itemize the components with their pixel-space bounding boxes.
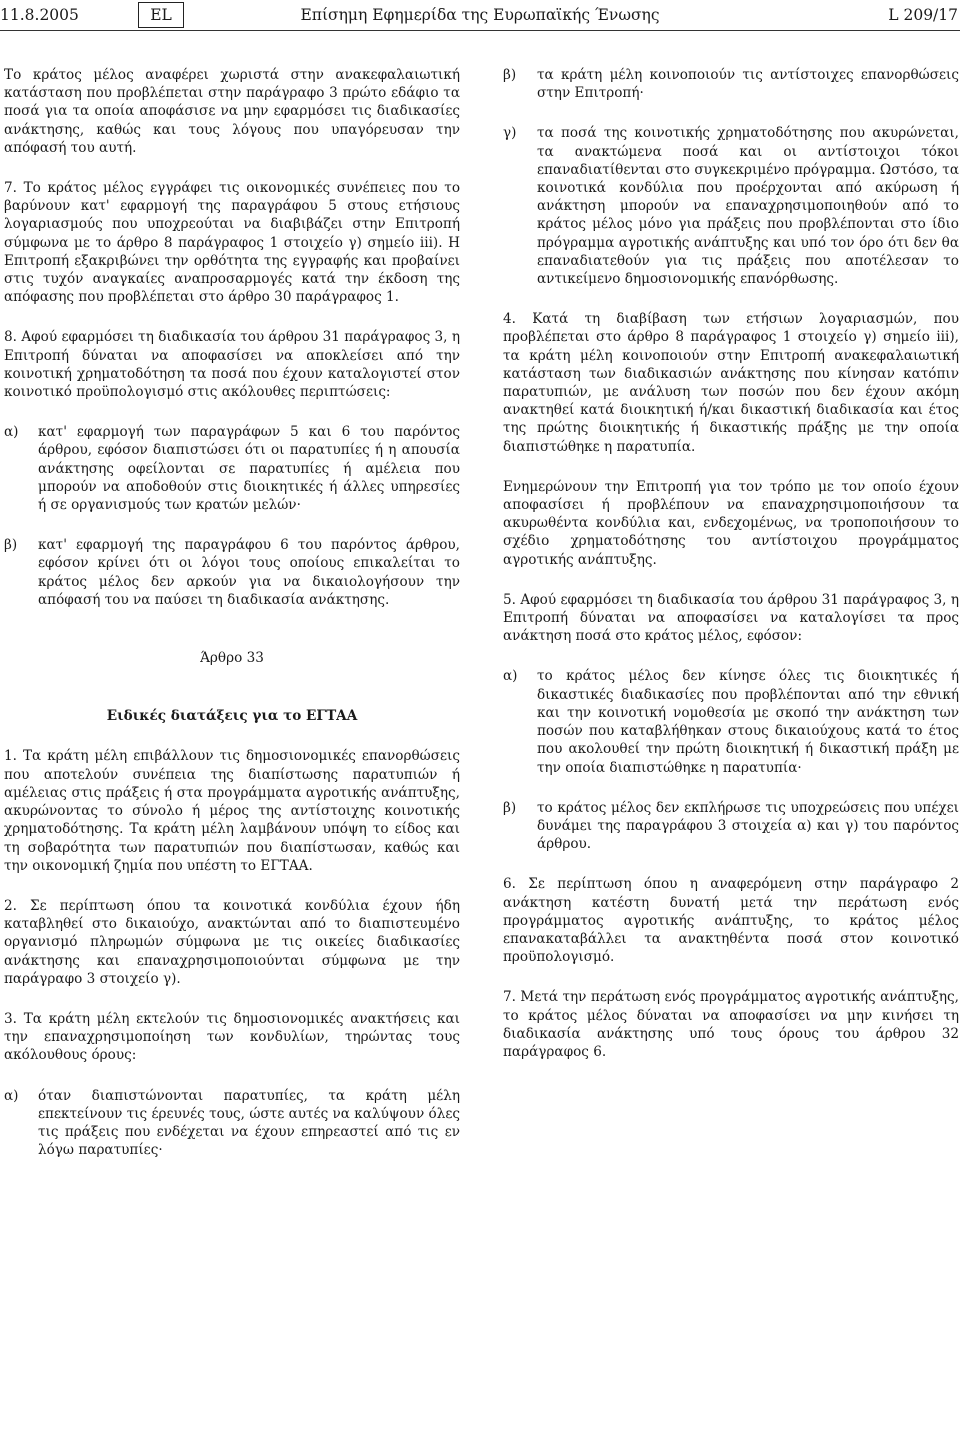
header-rule [0,30,960,31]
item-marker: β) [503,67,517,83]
item-text: όταν διαπιστώνονται παρατυπίες, τα κράτη μέλη επεκτείνουν τις έρευνές τους, ώστε αυτές να καλύψουν όλες τις πράξεις που ενδέχεται να έχουν επηρεαστεί από τις εν λόγω παρατυπίες· [38,1087,460,1159]
paragraph-1: 1. Τα κράτη μέλη επιβάλλουν τις δημοσιονομικές επανορθώσεις που αποτελούν συνέπεια της διαπίστωσης παρατυπιών ή αμέλειας στις πράξεις ή στα προγράμματα αγροτικής ανάπτυξης, ακυρώνοντας το σύνολο ή μέρος της αντίστοιχης κοινοτικής χρηματοδότησης. Τα κράτη μέλη λαμβάνουν υπόψη το είδος και τη σοβαρότητα των παρατυπιών που διαπίστωσαν, καθώς και την οικονομική ζημία που υπέστη το ΕΓΤΑΑ. [4,748,460,874]
paragraph-8: 8. Αφού εφαρμόσει τη διαδικασία του άρθρου 31 παράγραφος 3, η Επιτροπή δύναται να αποφασίσει να αποκλείσει από την κοινοτική χρηματοδότηση τα ποσά που έχουν καταλογιστεί στον κοινοτικό προϋπολογισμό στις ακόλουθες περιπτώσεις: [4,329,460,401]
paragraph-6: 6. Σε περίπτωση όπου η αναφερόμενη στην παράγραφο 2 ανάκτηση κατέστη δυνατή μετά την περάτωση ενός προγράμματος αγροτικής ανάπτυξης, το κράτος μέλος επανακαταβάλλει τα ανακτηθέντα ποσά στον κοινοτικό προϋπολογισμό. [503,876,959,966]
item-marker: γ) [503,125,517,142]
paragraph-4-continued: Ενημερώνουν την Επιτροπή για τον τρόπο με τον οποίο έχουν αποφασίσει ή προβλέπουν να επαναχρησιμοποιήσουν τα ακυρωθέντα κονδύλια και, ενδεχομένως, να τροποποιήσουν το σχέδιο χρηματοδότησης του αντίστοιχου προγράμματος αγροτικής ανάπτυξης. [503,478,959,568]
item-text: τα κράτη μέλη κοινοποιούν τις αντίστοιχες επανορθώσεις στην Επιτροπή· [537,67,959,102]
list-item-3g [503,124,959,288]
paragraph-3: 3. Τα κράτη μέλη εκτελούν τις δημοσιονομικές ανακτήσεις και την επαναχρησιμοποίηση των κονδυλίων, τηρώντας τους ακόλουθους όρους: [4,1010,460,1064]
item-marker: β) [503,799,517,816]
item-text: κατ' εφαρμογή της παραγράφου 6 του παρόντος άρθρου, εφόσον κρίνει ότι οι λόγοι τους οποίους επικαλείται το κράτος μέλος δεν αρκούν για να δικαιολογήσουν την απόφασή του να παύσει τη διαδικασία ανάκτησης. [38,537,460,608]
list-item-8b [4,536,460,609]
paragraph-2: 2. Σε περίπτωση όπου τα κοινοτικά κονδύλια έχουν ήδη καταβληθεί στο δικαιούχο, ανακτώνται από το διαπιστευμένο οργανισμό πληρωμών σύμφωνα με τις οικείες διαδικασίες ανάκτησης και επαναχρησιμοποιούνται σύμφωνα με την παράγραφο 3 στοιχείο γ). [4,897,460,987]
journal-title: Επίσημη Εφημερίδα της Ευρωπαϊκής Ένωσης [300,6,660,24]
list-item-5b [503,799,959,854]
article-title: Ειδικές διατάξεις για το ΕΓΤΑΑ [106,708,358,725]
paragraph-4: 4. Κατά τη διαβίβαση των ετήσιων λογαριασμών, που προβλέπεται στο άρθρο 8 παράγραφος 1 στοιχείο γ) σημείο iii), τα κράτη μέλη κοινοποιούν στην Επιτροπή ανακεφαλαιωτική κατάσταση των διαδικασιών ανάκτησης που κίνησαν κατόπιν παρατυπιών, με ανάλυση των ποσών που δεν έχουν ακόμη ανακτηθεί κατά διοικητική ή/και δικαστική διαδικασία και έτος της πρώτης διοικητικής ή δικαστικής πράξης με την οποία διαπιστώθηκε η παρατυπία. [503,311,959,455]
list-item-3a [4,1087,460,1160]
list-item-8a [4,423,460,514]
header-date: 11.8.2005 [0,6,79,24]
item-text: το κράτος μέλος δεν εκπλήρωσε τις υποχρεώσεις που υπέχει δυνάμει της παραγράφου 3 στοιχεία α) και γ) του παρόντος άρθρου. [537,799,959,853]
item-text: κατ' εφαρμογή των παραγράφων 5 και 6 του παρόντος άρθρου, εφόσον διαπιστώσει ότι οι παρατυπίες ή η απουσία ανάκτησης οφείλονται σε παρατυπίες ή αμέλεια που μπορούν να αποδοθούν στις διοικητικές ή άλλες υπηρεσίες ή σε οργανισμούς των κρατών μελών· [38,424,460,514]
article-number: Άρθρο 33 [200,650,264,667]
list-item-5a [503,667,959,776]
paragraph-7-end: 7. Μετά την περάτωση ενός προγράμματος αγροτικής ανάπτυξης, το κράτος μέλος δύναται να αποφασίσει να μην κινήσει τη διαδικασία ανάκτησης υπό τους όρους του άρθρου 32 παράγραφος 6. [503,989,959,1060]
item-marker: α) [503,668,518,685]
item-marker: α) [4,424,19,441]
page-number: L 209/17 [888,6,958,24]
page-header [0,0,960,34]
item-text: το κράτος μέλος δεν κίνησε όλες τις διοικητικές ή δικαστικές διαδικασίες που προβλέπονται από την εθνική και την κοινοτική νομοθεσία με σκοπό την ανάκτηση των ποσών που καταβλήθηκαν στους δικαιούχους κατά το έτος που ακολουθεί την πρώτη διοικητική ή δικαστική πράξη με την οποία διαπιστώθηκε η παρατυπία· [537,668,959,776]
paragraph-intro: Το κράτος μέλος αναφέρει χωριστά στην ανακεφαλαιωτική κατάσταση που προβλέπεται στην παράγραφο 3 πρώτο εδάφιο τα ποσά για τα οποία αποφάσισε να μην εφαρμόσει τις διαδικασίες ανάκτησης, καθώς και τους λόγους που υπαγόρευσαν την απόφασή του αυτή. [4,67,460,156]
paragraph-7: 7. Το κράτος μέλος εγγράφει τις οικονομικές συνέπειες που το βαρύνουν κατ' εφαρμογή της παραγράφου 5 στους ετήσιους λογαριασμούς που υποχρεούται να διαβιβάζει στην Επιτροπή σύμφωνα με το άρθρο 8 παράγραφος 1 στοιχείο γ) σημείο iii). Η Επιτροπή εξακριβώνει την ορθότητα της εγγραφής και προβαίνει στις τυχόν αναγκαίες αναπροσαρμογές κατά την έκδοση της απόφασης που προβλέπεται στο άρθρο 30 παράγραφος 1. [4,180,460,306]
item-text: τα ποσά της κοινοτικής χρηματοδότησης που ακυρώνεται, τα ανακτώμενα ποσά και οι αντίστοιχοι τόκοι επαναδιατίθενται στο συγκεκριμένο πρόγραμμα. Ωστόσο, τα κοινοτικά κονδύλια που προέρχονται από ακύρωση ή ανάκτηση μπορούν να επαναχρησιμοποιηθούν από το κράτος μέλος μόνο για πράξεις που προβλέπονται στο ίδιο πρόγραμμα αγροτικής ανάπτυξης και υπό τον όρο ότι δεν θα επαναδιατεθούν για τις πράξεις που αποτέλεσαν το αντικείμενο δημοσιονομικής επανόρθωσης. [537,125,959,288]
right-column [503,66,959,1061]
list-item-3b [503,66,959,102]
left-column [4,66,460,1159]
item-marker: α) [4,1087,19,1104]
item-marker: β) [4,537,18,554]
paragraph-5: 5. Αφού εφαρμόσει τη διαδικασία του άρθρου 31 παράγραφος 3, η Επιτροπή δύναται να αποφασίσει να καταλογίσει τα προς ανάκτηση ποσά στο κράτος μέλος, εφόσον: [503,591,959,645]
language-badge: EL [138,2,184,28]
